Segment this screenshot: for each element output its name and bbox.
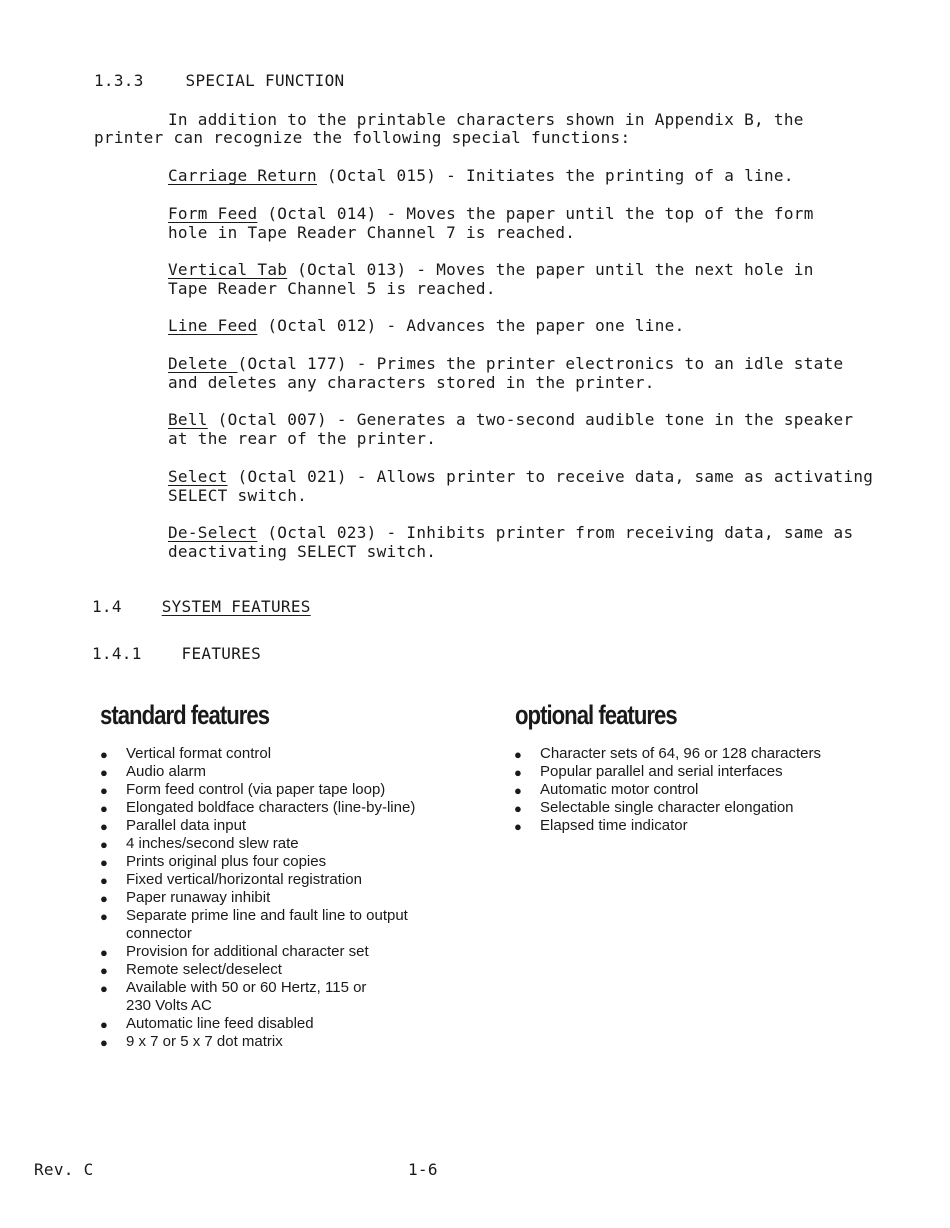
bullet-icon: ● [100,783,108,798]
bullet-icon: ● [514,819,522,834]
function-select [168,467,874,505]
feature-item [98,907,478,943]
function-name: Line Feed [168,316,258,335]
bullet-icon: ● [100,981,108,996]
feature-text: Prints original plus four copies [126,853,327,870]
bullet-icon: ● [514,801,522,816]
feature-text: Automatic motor control [540,781,699,798]
function-bell [168,410,854,448]
feature-text: Separate prime line and fault line to output connector [126,907,408,942]
page-number: 1-6 [408,1160,438,1179]
feature-text: 9 x 7 or 5 x 7 dot matrix [126,1033,283,1050]
bullet-icon: ● [514,765,522,780]
function-line-feed [168,316,848,335]
feature-text: Automatic line feed disabled [126,1015,314,1032]
bullet-icon: ● [100,873,108,888]
bullet-icon: ● [100,1017,108,1032]
feature-item [512,781,912,799]
function-desc-cont: at the rear of the printer. [168,429,437,448]
feature-item [98,835,478,853]
function-de-select [168,523,854,561]
function-desc: (Octal 007) - Generates a two-second audible tone in the speaker [207,410,854,429]
feature-item [98,979,478,1015]
feature-item [98,781,478,799]
function-desc: (Octal 012) - Advances the paper one line. [257,316,685,335]
feature-item [512,817,912,835]
function-desc: (Octal 013) - Moves the paper until the next hole in [287,260,814,279]
section-title: FEATURES [181,644,262,663]
feature-text: Remote select/deselect [126,961,282,978]
section-title: SYSTEM FEATURES [161,597,311,616]
feature-text: Provision for additional character set [126,943,369,960]
feature-item [98,763,478,781]
feature-item [98,961,478,979]
feature-text: Elapsed time indicator [540,817,688,834]
feature-item [98,871,478,889]
bullet-icon: ● [100,747,108,762]
feature-item [512,745,912,763]
feature-text: Form feed control (via paper tape loop) [126,781,386,798]
bullet-icon: ● [514,747,522,762]
feature-text: Elongated boldface characters (line-by-line) [126,799,416,816]
feature-item [98,799,478,817]
feature-item [98,817,478,835]
feature-text: Character sets of 64, 96 or 128 characters [540,745,821,762]
feature-text: Fixed vertical/horizontal registration [126,871,362,888]
function-name: De-Select [168,523,258,542]
feature-text: Vertical format control [126,745,272,762]
function-desc: (Octal 015) - Initiates the printing of a line. [317,166,794,185]
feature-item [98,889,478,907]
feature-item [98,1015,478,1033]
function-name: Carriage Return [168,166,317,185]
function-carriage-return [168,166,848,185]
optional-features-heading: optional features [515,700,677,730]
section-heading-1-4-1 [92,644,261,663]
bullet-icon: ● [100,837,108,852]
feature-item [512,799,912,817]
function-name: Delete [168,354,238,373]
revision-label: Rev. C [34,1160,94,1179]
section-number: 1.3.3 [94,71,144,90]
function-desc-cont: Tape Reader Channel 5 is reached. [168,279,496,298]
section-heading-1-4 [92,597,311,616]
feature-text: Popular parallel and serial interfaces [540,763,783,780]
bullet-icon: ● [100,855,108,870]
intro-line-1: In addition to the printable characters shown in Appendix B, the [168,110,804,129]
function-name: Vertical Tab [168,260,288,279]
bullet-icon: ● [100,963,108,978]
feature-text: 4 inches/second slew rate [126,835,299,852]
optional-features-list [512,745,912,835]
function-desc-cont: deactivating SELECT switch. [168,542,437,561]
bullet-icon: ● [100,801,108,816]
function-desc: (Octal 023) - Inhibits printer from receiving data, same as [257,523,854,542]
section-heading-1-3-3 [94,71,344,90]
function-desc: (Octal 021) - Allows printer to receive data, same as activating [227,467,874,486]
bullet-icon: ● [100,891,108,906]
standard-features-list [98,745,478,1051]
function-desc-cont: and deletes any characters stored in the printer. [168,373,655,392]
function-desc-cont: SELECT switch. [168,486,308,505]
function-name: Select [168,467,228,486]
function-desc: (Octal 177) - Primes the printer electronics to an idle state [237,354,844,373]
bullet-icon: ● [514,783,522,798]
feature-item [98,853,478,871]
feature-text: Paper runaway inhibit [126,889,271,906]
bullet-icon: ● [100,765,108,780]
feature-item [98,943,478,961]
standard-features-heading: standard features [100,700,270,730]
function-form-feed [168,204,848,242]
function-name: Bell [168,410,208,429]
section-number: 1.4.1 [92,644,142,663]
bullet-icon: ● [100,819,108,834]
function-name: Form Feed [168,204,258,223]
feature-text: Audio alarm [126,763,207,780]
bullet-icon: ● [100,909,108,924]
feature-item [98,745,478,763]
function-desc: (Octal 014) - Moves the paper until the top of the form [257,204,814,223]
function-desc-cont: hole in Tape Reader Channel 7 is reached. [168,223,576,242]
section-number: 1.4 [92,597,122,616]
bullet-icon: ● [100,945,108,960]
feature-text: Selectable single character elongation [540,799,794,816]
bullet-icon: ● [100,1035,108,1050]
feature-text: Available with 50 or 60 Hertz, 115 or 230 Volts AC [126,979,367,1014]
function-vertical-tab [168,260,848,298]
function-delete [168,354,848,392]
intro-line-2: printer can recognize the following special functions: [94,128,631,147]
feature-item [512,763,912,781]
feature-text: Parallel data input [126,817,247,834]
section-title: SPECIAL FUNCTION [185,71,345,90]
feature-item [98,1033,478,1051]
